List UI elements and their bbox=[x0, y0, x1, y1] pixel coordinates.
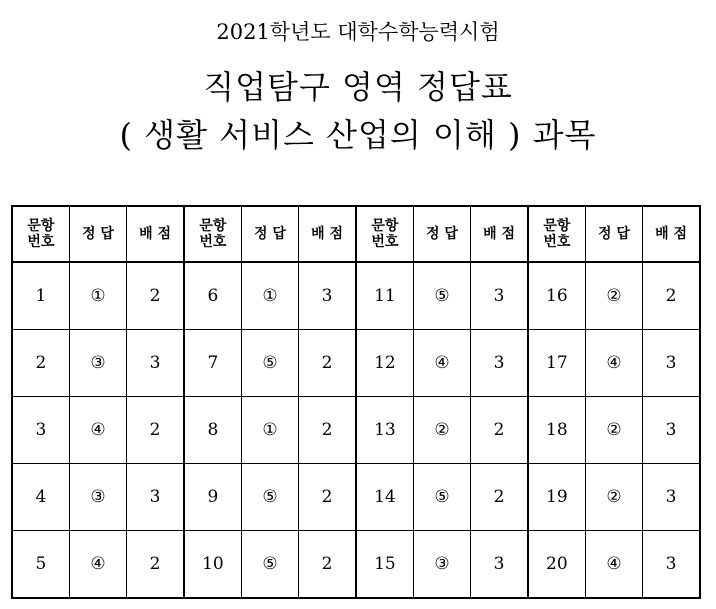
answer-cell: ④ bbox=[69, 397, 126, 464]
question-number: 9 bbox=[184, 464, 241, 531]
points-cell: 2 bbox=[299, 531, 356, 599]
question-number: 14 bbox=[356, 464, 413, 531]
answer-cell: ③ bbox=[413, 531, 470, 599]
table-row bbox=[12, 330, 700, 397]
points-cell: 2 bbox=[127, 531, 184, 599]
question-number: 17 bbox=[528, 330, 585, 397]
column-header-points: 배 점 bbox=[299, 206, 356, 262]
column-header-answer: 정 답 bbox=[585, 206, 642, 262]
points-cell: 3 bbox=[643, 330, 700, 397]
table-row bbox=[12, 531, 700, 599]
question-number: 19 bbox=[528, 464, 585, 531]
question-number: 8 bbox=[184, 397, 241, 464]
answer-cell: ③ bbox=[69, 330, 126, 397]
answer-cell: ② bbox=[585, 464, 642, 531]
question-number: 4 bbox=[12, 464, 69, 531]
question-number: 7 bbox=[184, 330, 241, 397]
points-cell: 2 bbox=[299, 330, 356, 397]
answer-cell: ② bbox=[585, 397, 642, 464]
answer-cell: ⑤ bbox=[241, 330, 298, 397]
question-number: 5 bbox=[12, 531, 69, 599]
table-row bbox=[12, 262, 700, 330]
answer-cell: ② bbox=[413, 397, 470, 464]
column-header-number: 문항 번호 bbox=[528, 206, 585, 262]
column-header-answer: 정 답 bbox=[413, 206, 470, 262]
points-cell: 3 bbox=[299, 262, 356, 330]
points-cell: 2 bbox=[127, 262, 184, 330]
question-number: 3 bbox=[12, 397, 69, 464]
question-number: 11 bbox=[356, 262, 413, 330]
question-number: 20 bbox=[528, 531, 585, 599]
answer-table bbox=[11, 205, 701, 599]
answer-cell: ⑤ bbox=[413, 262, 470, 330]
sheet-title: 직업탐구 영역 정답표 bbox=[203, 68, 513, 106]
question-number: 16 bbox=[528, 262, 585, 330]
points-cell: 3 bbox=[643, 397, 700, 464]
table-header-row bbox=[12, 206, 700, 262]
answer-cell: ③ bbox=[69, 464, 126, 531]
answer-cell: ⑤ bbox=[413, 464, 470, 531]
points-cell: 3 bbox=[471, 330, 528, 397]
points-cell: 2 bbox=[299, 464, 356, 531]
column-header-answer: 정 답 bbox=[69, 206, 126, 262]
answer-cell: ⑤ bbox=[241, 531, 298, 599]
answer-cell: ① bbox=[241, 262, 298, 330]
subject-title: ( 생활 서비스 산업의 이해 ) 과목 bbox=[119, 116, 597, 154]
points-cell: 2 bbox=[127, 397, 184, 464]
points-cell: 2 bbox=[471, 397, 528, 464]
points-cell: 2 bbox=[299, 397, 356, 464]
points-cell: 3 bbox=[643, 531, 700, 599]
column-header-number: 문항 번호 bbox=[12, 206, 69, 262]
answer-cell: ④ bbox=[585, 531, 642, 599]
question-number: 6 bbox=[184, 262, 241, 330]
answer-cell: ⑤ bbox=[241, 464, 298, 531]
exam-title: 2021학년도 대학수학능력시험 bbox=[216, 20, 500, 44]
points-cell: 3 bbox=[127, 330, 184, 397]
column-header-answer: 정 답 bbox=[241, 206, 298, 262]
points-cell: 3 bbox=[643, 464, 700, 531]
question-number: 13 bbox=[356, 397, 413, 464]
table-row bbox=[12, 397, 700, 464]
column-header-number: 문항 번호 bbox=[184, 206, 241, 262]
answer-cell: ④ bbox=[413, 330, 470, 397]
column-header-points: 배 점 bbox=[127, 206, 184, 262]
points-cell: 3 bbox=[471, 531, 528, 599]
question-number: 10 bbox=[184, 531, 241, 599]
table-row bbox=[12, 464, 700, 531]
column-header-number: 문항 번호 bbox=[356, 206, 413, 262]
answer-cell: ④ bbox=[69, 531, 126, 599]
question-number: 1 bbox=[12, 262, 69, 330]
answer-cell: ① bbox=[241, 397, 298, 464]
points-cell: 3 bbox=[127, 464, 184, 531]
points-cell: 3 bbox=[471, 262, 528, 330]
points-cell: 2 bbox=[643, 262, 700, 330]
answer-cell: ④ bbox=[585, 330, 642, 397]
answer-cell: ① bbox=[69, 262, 126, 330]
answer-cell: ② bbox=[585, 262, 642, 330]
question-number: 12 bbox=[356, 330, 413, 397]
question-number: 2 bbox=[12, 330, 69, 397]
column-header-points: 배 점 bbox=[471, 206, 528, 262]
column-header-points: 배 점 bbox=[643, 206, 700, 262]
question-number: 15 bbox=[356, 531, 413, 599]
points-cell: 2 bbox=[471, 464, 528, 531]
question-number: 18 bbox=[528, 397, 585, 464]
